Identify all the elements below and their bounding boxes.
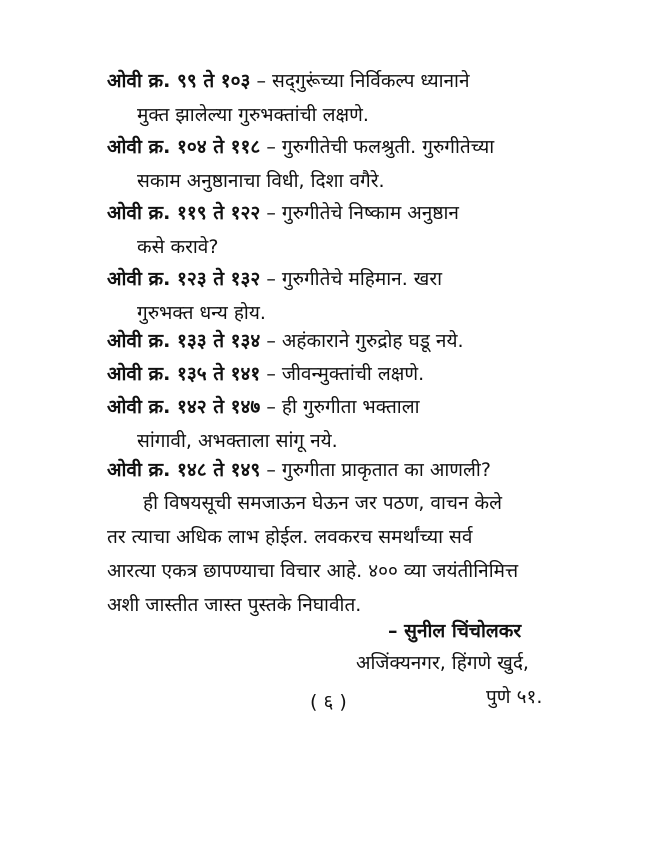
entry-text: – जीवन्मुक्तांची लक्षणे. [266,363,425,385]
toc-entry [107,64,577,132]
entry-text-continued: मुक्त झालेल्या गुरुभक्तांची लक्षणे. [137,104,369,126]
entry-heading: ओवी क्र. ११९ ते १२२ [107,202,261,224]
closing-paragraph [107,486,577,622]
entry-text: – गुरुगीतेची फलश्रुती. गुरुगीतेच्या [266,136,495,158]
toc-entry-line1 [107,390,577,424]
entry-text: – सद्‌गुरूंच्या निर्विकल्प ध्यानाने [256,70,470,92]
entry-text-continued: कसे करावे? [137,236,219,258]
paragraph-line: ही विषयसूची समजाऊन घेऊन जर पठण, वाचन केले [143,492,503,514]
paragraph-line: अशी जास्तीत जास्त पुस्तके निघावीत. [107,594,362,616]
entry-heading: ओवी क्र. १४२ ते १४७ [107,396,261,418]
entry-text-continued: सकाम अनुष्ठानाचा विधी, दिशा वगैरे. [137,170,385,192]
entry-heading: ओवी क्र. ९९ ते १०३ [107,70,251,92]
entry-text-continued: सांगावी, अभक्ताला सांगू नये. [137,430,338,452]
entry-heading: ओवी क्र. १२३ ते १३२ [107,268,261,290]
signature-address-line1: अजिंक्यनगर, हिंगणे खुर्द, [356,652,529,674]
entry-text: – गुरुगीता प्राकृतात का आणली? [266,459,491,481]
toc-entry-line1 [107,130,577,164]
entry-heading: ओवी क्र. १३५ ते १४१ [107,363,261,385]
page-number: ( ६ ) [310,691,347,713]
toc-entry [107,196,577,264]
toc-entry [107,453,577,487]
entry-text: – गुरुगीतेचे निष्काम अनुष्ठान [266,202,459,224]
toc-entry [107,130,577,198]
paragraph-line: तर त्याचा अधिक लाभ होईल. लवकरच समर्थांच्या सर्व [107,526,473,548]
toc-entry-line1 [107,453,577,487]
entry-heading: ओवी क्र. १३३ ते १३४ [107,330,261,352]
entry-text: – अहंकाराने गुरुद्रोह घडू नये. [266,330,464,352]
entry-heading: ओवी क्र. १४८ ते १४९ [107,459,261,481]
signature-address-line2: पुणे ५१. [486,686,543,708]
signature-name: – सुनील चिंचोलकर [388,620,522,642]
toc-entry-line1 [107,196,577,230]
entry-heading: ओवी क्र. १०४ ते ११८ [107,136,261,158]
entry-text: – गुरुगीतेचे महिमान. खरा [266,268,443,290]
toc-entry-line1 [107,262,577,296]
toc-entry-line1 [107,64,577,98]
paragraph-line: आरत्या एकत्र छापण्याचा विचार आहे. ४०० व्या जयंतीनिमित्त [107,560,519,582]
toc-entry-line1 [107,324,577,358]
entry-text: – ही गुरुगीता भक्ताला [266,396,420,418]
toc-entry [107,324,577,358]
toc-entry-line1 [107,357,577,391]
toc-entry [107,262,577,330]
entry-text-continued: गुरुभक्त धन्य होय. [137,302,266,324]
toc-entry [107,390,577,458]
toc-entry [107,357,577,391]
